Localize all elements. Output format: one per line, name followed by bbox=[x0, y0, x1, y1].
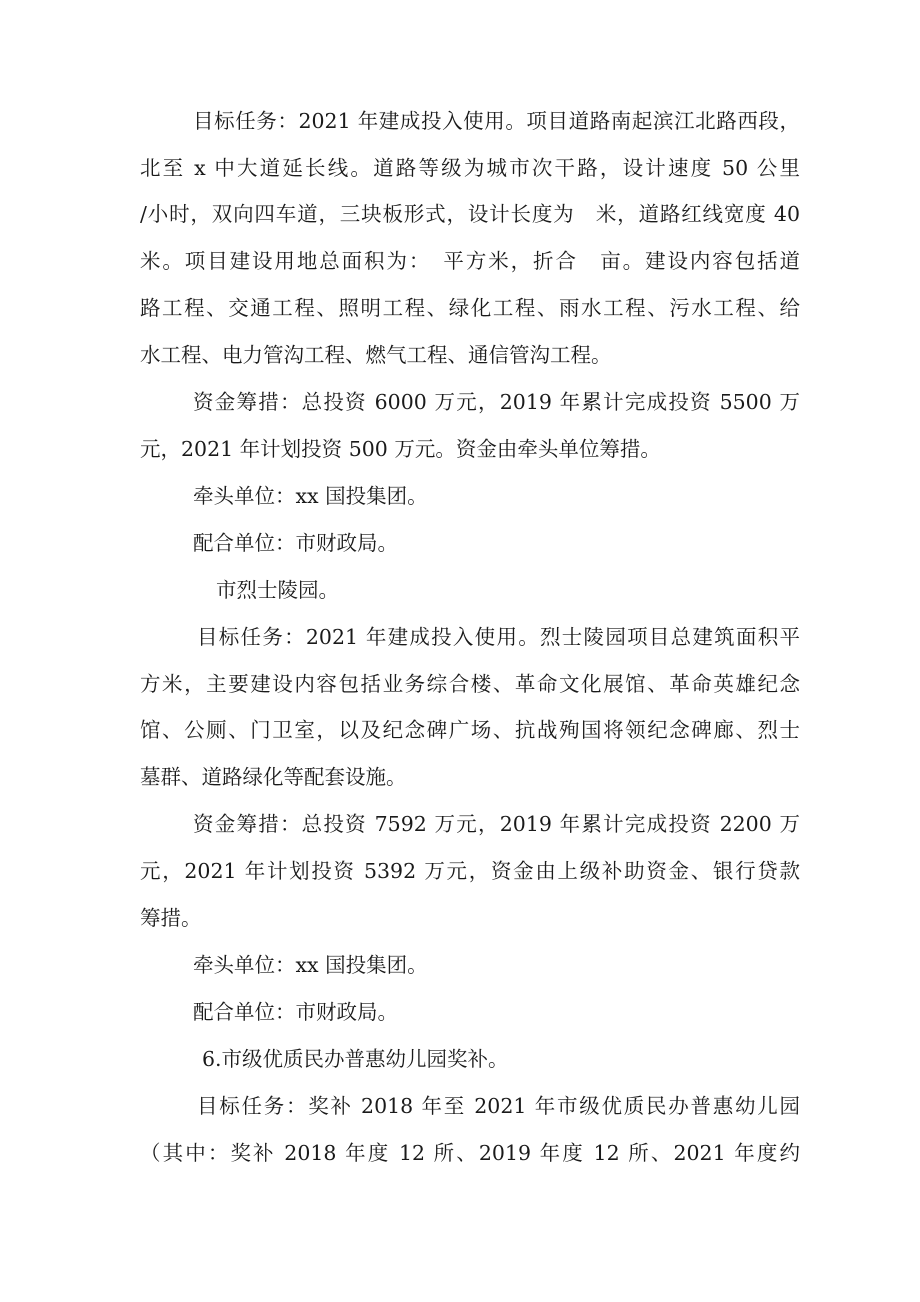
text-line: 水工程、电力管沟工程、燃气工程、通信管沟工程。 bbox=[140, 343, 612, 367]
text-line: 墓群、道路绿化等配套设施。 bbox=[140, 765, 407, 789]
text-line: 方米，主要建设内容包括业务综合楼、革命文化展馆、革命英雄纪念 bbox=[140, 672, 800, 696]
text-line: 目标任务：2021 年建成投入使用。烈士陵园项目总建筑面积平 bbox=[197, 625, 800, 649]
text-line: 筹措。 bbox=[140, 906, 202, 930]
text-line: 路工程、交通工程、照明工程、绿化工程、雨水工程、污水工程、给 bbox=[140, 296, 800, 320]
text-line: 元，2021 年计划投资 500 万元。资金由牵头单位筹措。 bbox=[140, 437, 661, 461]
text-line: 资金筹措：总投资 7592 万元，2019 年累计完成投资 2200 万 bbox=[193, 812, 800, 836]
text-line: （其中：奖补 2018 年度 12 所、2019 年度 12 所、2021 年度约 bbox=[140, 1141, 800, 1165]
text-line: 资金筹措：总投资 6000 万元，2019 年累计完成投资 5500 万 bbox=[193, 390, 800, 414]
text-line: 元，2021 年计划投资 5392 万元，资金由上级补助资金、银行贷款 bbox=[140, 859, 800, 883]
text-line: 目标任务：奖补 2018 年至 2021 年市级优质民办普惠幼儿园 bbox=[197, 1094, 800, 1118]
text-line: 配合单位：市财政局。 bbox=[193, 1000, 398, 1024]
text-line: 牵头单位：xx 国投集团。 bbox=[193, 484, 428, 508]
text-line: 目标任务：2021 年建成投入使用。项目道路南起滨江北路西段， bbox=[193, 109, 800, 133]
text-line: 牵头单位：xx 国投集团。 bbox=[193, 953, 428, 977]
text-line: 米。项目建设用地总面积为： 平方米，折合 亩。建设内容包括道 bbox=[140, 249, 800, 273]
text-line: 北至 x 中大道延长线。道路等级为城市次干路，设计速度 50 公里 bbox=[140, 156, 800, 180]
text-line: 馆、公厕、门卫室，以及纪念碑广场、抗战殉国将领纪念碑廊、烈士 bbox=[140, 718, 800, 742]
section-heading: 市烈士陵园。 bbox=[216, 578, 339, 602]
text-line: /小时，双向四车道，三块板形式，设计长度为 米，道路红线宽度 40 bbox=[140, 202, 800, 226]
section-heading: 6.市级优质民办普惠幼儿园奖补。 bbox=[202, 1047, 509, 1071]
text-line: 配合单位：市财政局。 bbox=[193, 531, 398, 555]
